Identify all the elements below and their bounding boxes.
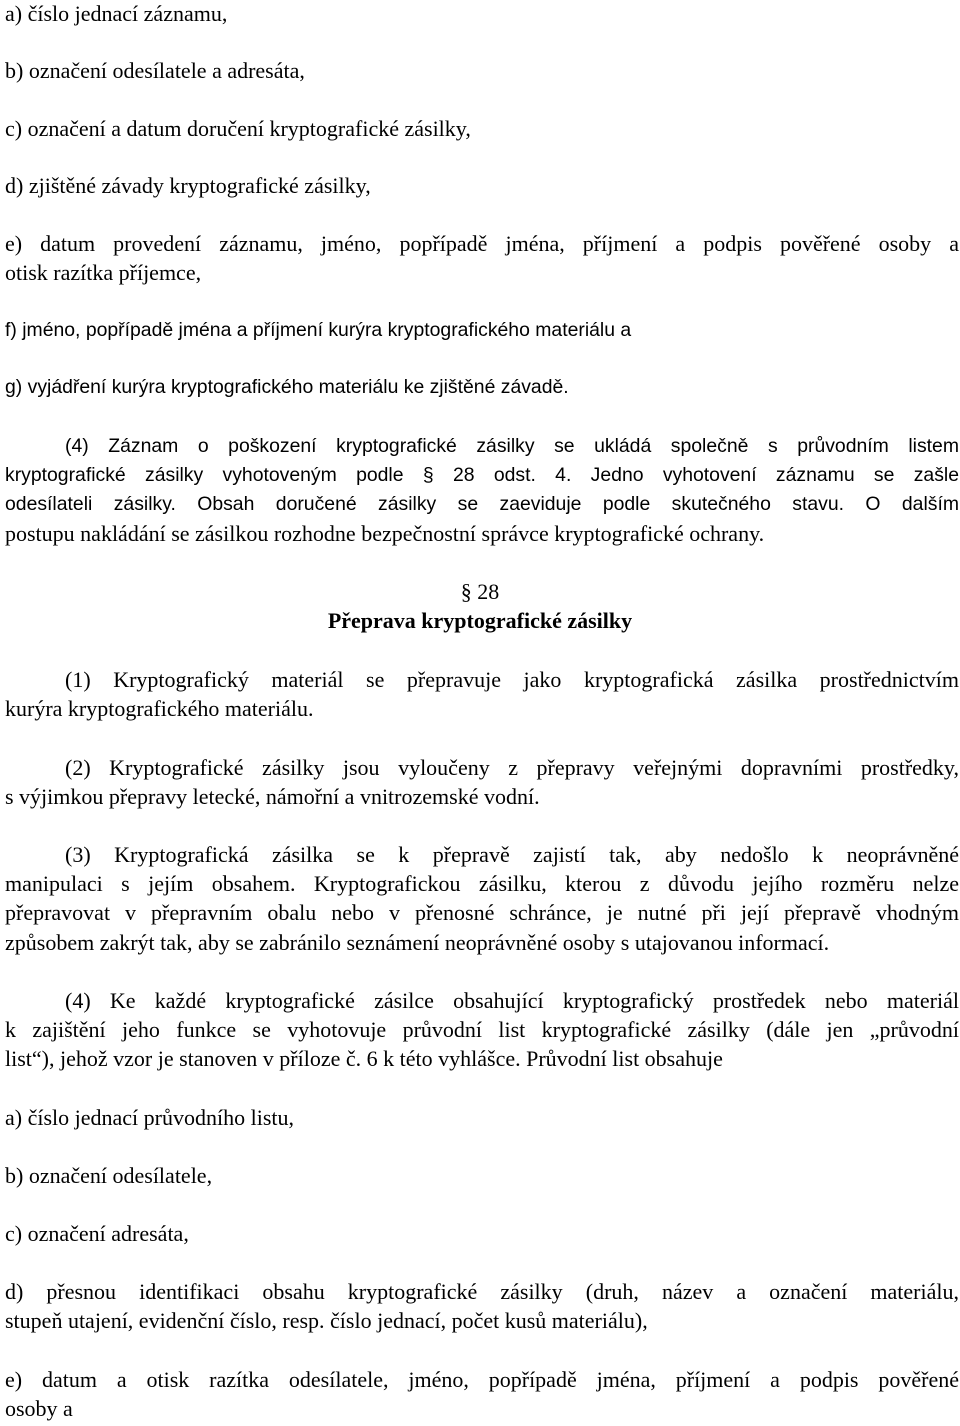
- bottom-list-item-d-continued: stupeň utajení, evidenční číslo, resp. číslo jednací, počet kusů materiálu),: [5, 1308, 648, 1333]
- list-item-g: g) vyjádření kurýra kryptografického materiálu ke zjištěné závadě.: [5, 376, 569, 398]
- list-item-e-continued: otisk razítka příjemce,: [5, 260, 202, 285]
- s28-paragraph-3-line-4: způsobem zakrýt tak, aby se zabránilo seznámení neoprávněné osoby s utajovanou informací.: [5, 930, 830, 955]
- bottom-list-item-e: e) datum a otisk razítka odesílatele, jméno, popřípadě jména, příjmení a podpis pověřené: [5, 1367, 959, 1392]
- s28-paragraph-2-line-2: s výjimkou přepravy letecké, námořní a vnitrozemské vodní.: [5, 784, 540, 809]
- list-item-b: b) označení odesílatele a adresáta,: [5, 58, 305, 83]
- bottom-list-item-c: c) označení adresáta,: [5, 1221, 189, 1246]
- s28-paragraph-3-line-1: (3) Kryptografická zásilka se k přepravě zajistí tak, aby nedošlo k neoprávněné: [65, 842, 959, 867]
- s28-paragraph-3-line-3: přepravovat v přepravním obalu nebo v přenosné schránce, je nutné při její přepravě vhodným: [5, 900, 959, 925]
- list-item-f: f) jméno, popřípadě jména a příjmení kurýra kryptografického materiálu a: [5, 319, 632, 341]
- s28-paragraph-4-line-1: (4) Ke každé kryptografické zásilce obsahující kryptografický prostředek nebo materiál: [65, 988, 959, 1013]
- bottom-list-item-d: d) přesnou identifikaci obsahu kryptografické zásilky (druh, název a označení materiálu,: [5, 1279, 959, 1304]
- paragraph-4-line-1: (4) Záznam o poškození kryptografické zásilky se ukládá společně s průvodním listem: [65, 435, 959, 457]
- bottom-list-item-a: a) číslo jednací průvodního listu,: [5, 1105, 294, 1130]
- list-item-d: d) zjištěné závady kryptografické zásilky,: [5, 173, 371, 198]
- section-title: Přeprava kryptografické zásilky: [327, 608, 633, 633]
- s28-paragraph-4-line-3: list“), jehož vzor je stanoven v příloze č. 6 k této vyhlášce. Průvodní list obsahuje: [5, 1046, 723, 1071]
- s28-paragraph-3-line-2: manipulaci s jejím obsahem. Kryptografickou zásilku, kterou z důvodu jejího rozměru nelze: [5, 871, 959, 896]
- s28-paragraph-4-line-2: k zajištění jeho funkce se vyhotovuje průvodní list kryptografické zásilky (dále jen „průvodní: [5, 1017, 959, 1042]
- list-item-a: a) číslo jednací záznamu,: [5, 1, 228, 26]
- bottom-list-item-e-continued: osoby a: [5, 1396, 73, 1421]
- paragraph-4-line-2: kryptografické zásilky vyhotoveným podle § 28 odst. 4. Jedno vyhotovení záznamu se zašle: [5, 464, 959, 486]
- s28-paragraph-1-line-2: kurýra kryptografického materiálu.: [5, 696, 314, 721]
- bottom-list-item-b: b) označení odesílatele,: [5, 1163, 213, 1188]
- s28-paragraph-2-line-1: (2) Kryptografické zásilky jsou vyloučeny z přepravy veřejnými dopravními prostředky,: [65, 755, 959, 780]
- paragraph-4-line-3: odesílateli zásilky. Obsah doručené zásilky se zaeviduje podle skutečného stavu. O dalším: [5, 493, 959, 515]
- list-item-e: e) datum provedení záznamu, jméno, popřípadě jména, příjmení a podpis pověřené osoby a: [5, 231, 959, 256]
- s28-paragraph-1-line-1: (1) Kryptografický materiál se přepravuje jako kryptografická zásilka prostřednictvím: [65, 667, 959, 692]
- section-number: § 28: [460, 579, 500, 604]
- list-item-c: c) označení a datum doručení kryptografické zásilky,: [5, 116, 471, 141]
- paragraph-4-line-4: postupu nakládání se zásilkou rozhodne bezpečnostní správce kryptografické ochrany.: [5, 521, 765, 546]
